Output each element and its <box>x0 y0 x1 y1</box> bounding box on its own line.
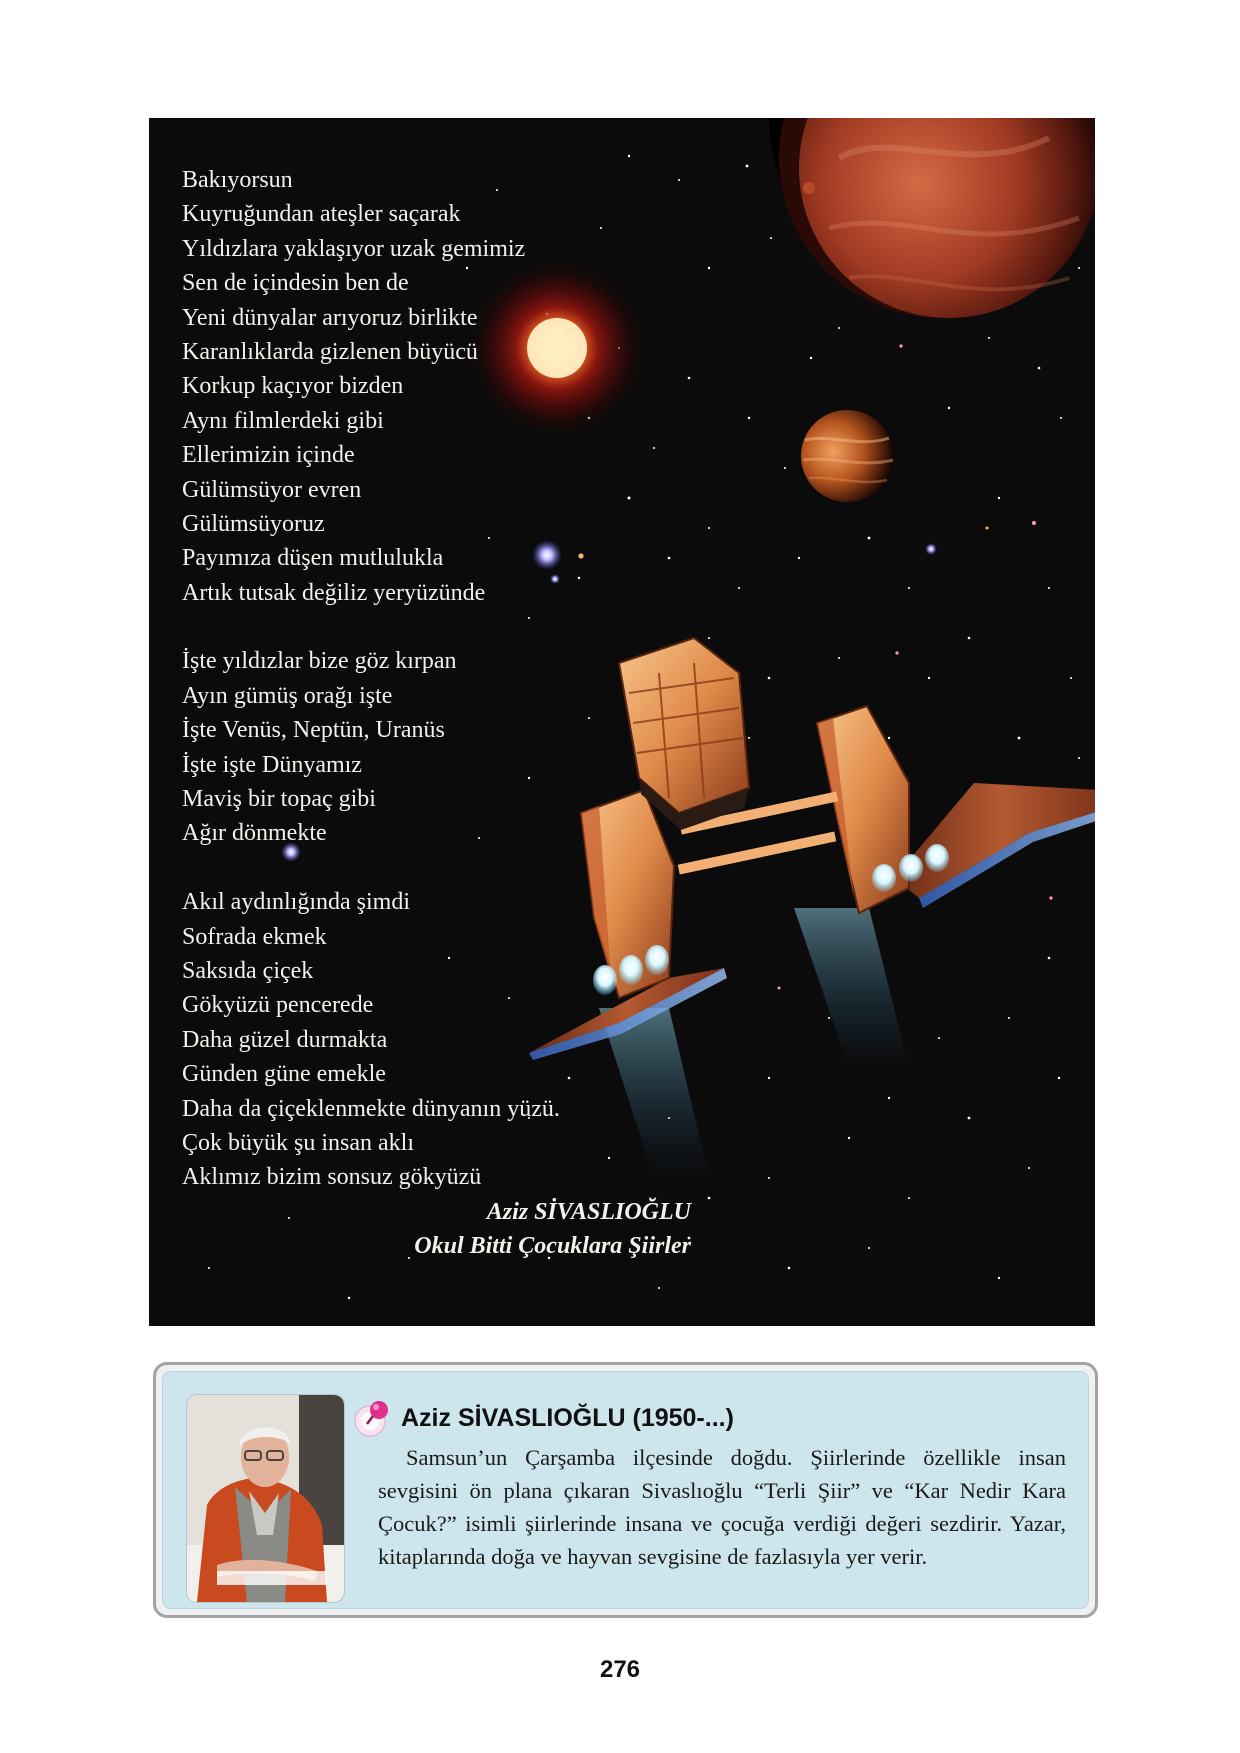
bio-header <box>353 1396 734 1440</box>
page-number: 276 <box>599 1656 641 1683</box>
poem-line: Gökyüzü pencerede <box>182 992 374 1019</box>
poem-line: Gülümsüyor evren <box>182 476 362 503</box>
author-photo <box>187 1395 344 1602</box>
poem-line: İşte yıldızlar bize göz kırpan <box>182 648 457 675</box>
orange-stars <box>578 527 988 559</box>
poem-line: Yeni dünyalar arıyoruz birlikte <box>182 304 478 331</box>
spaceship <box>529 638 1095 1178</box>
poem-line: Korkup kaçıyor bizden <box>182 373 404 400</box>
poem-line: Saksıda çiçek <box>182 957 314 984</box>
red-planet <box>769 118 1095 318</box>
poem-line: Artık tutsak değiliz yeryüzünde <box>182 579 486 606</box>
poem-line: Daha güzel durmakta <box>182 1026 388 1053</box>
poem-line: Günden güne emekle <box>182 1061 386 1088</box>
bio-title: Aziz SİVASLIOĞLU (1950-...) <box>401 1403 734 1432</box>
pin-icon <box>353 1398 393 1438</box>
poem-line: İşte işte Dünyamız <box>182 751 362 778</box>
poem-stanza-3 <box>182 885 560 1195</box>
poem-credits <box>149 1195 691 1263</box>
poem-stanza-2 <box>182 644 560 850</box>
stanza-gap <box>182 610 560 644</box>
space-illustration-panel <box>149 118 1095 1326</box>
poem-line: Payımıza düşen mutlulukla <box>182 545 444 572</box>
poem-author: Aziz SİVASLIOĞLU <box>486 1199 691 1225</box>
poem-line: Çok büyük şu insan aklı <box>182 1129 414 1156</box>
poem-line: İşte Venüs, Neptün, Uranüs <box>182 717 445 744</box>
poem-line: Daha da çiçeklenmekte dünyanın yüzü. <box>182 1095 560 1122</box>
poem-stanza-1 <box>182 163 560 610</box>
poem-line: Kuyruğundan ateşler saçarak <box>182 201 461 228</box>
poem-line: Sen de içindesin ben de <box>182 270 409 297</box>
poem-text <box>182 163 560 1195</box>
poem-line: Aynı filmlerdeki gibi <box>182 407 384 434</box>
poem-line: Akıl aydınlığında şimdi <box>182 889 410 916</box>
poem-source: Okul Bitti Çocuklara Şiirler <box>414 1233 691 1259</box>
stanza-gap <box>182 851 560 885</box>
author-bio-box <box>153 1362 1098 1618</box>
poem-line: Bakıyorsun <box>182 167 293 193</box>
poem-line: Aklımız bizim sonsuz gökyüzü <box>182 1164 482 1191</box>
poem-line: Yıldızlara yaklaşıyor uzak gemimiz <box>182 235 526 262</box>
tiny-moon <box>803 182 815 194</box>
poem-line: Maviş bir topaç gibi <box>182 786 376 813</box>
bio-paragraph: Samsun’un Çarşamba ilçesinde doğdu. Şiirlerinde özellikle insan sevgisini ön plana çıkaran Sivaslıoğlu “Terli Şiir” ve “Kar Nedir Kara Çocuk?” isimli şiirlerinde insana ve çocuğa verdiği değeri sezdirir. Yazar, kitaplarında doğa ve hayvan sevgisine de fazlasıyla yer verir. <box>378 1445 1066 1569</box>
poem-line: Sofrada ekmek <box>182 923 327 950</box>
poem-line: Ayın gümüş orağı işte <box>182 682 393 709</box>
orange-planet <box>801 410 893 502</box>
poem-line: Gülümsüyoruz <box>182 510 325 537</box>
poem-line: Ellerimizin içinde <box>182 442 355 469</box>
poem-line: Karanlıklarda gizlenen büyücü <box>182 338 478 365</box>
poem-line: Ağır dönmekte <box>182 820 327 847</box>
author-bio-inner <box>162 1371 1089 1609</box>
